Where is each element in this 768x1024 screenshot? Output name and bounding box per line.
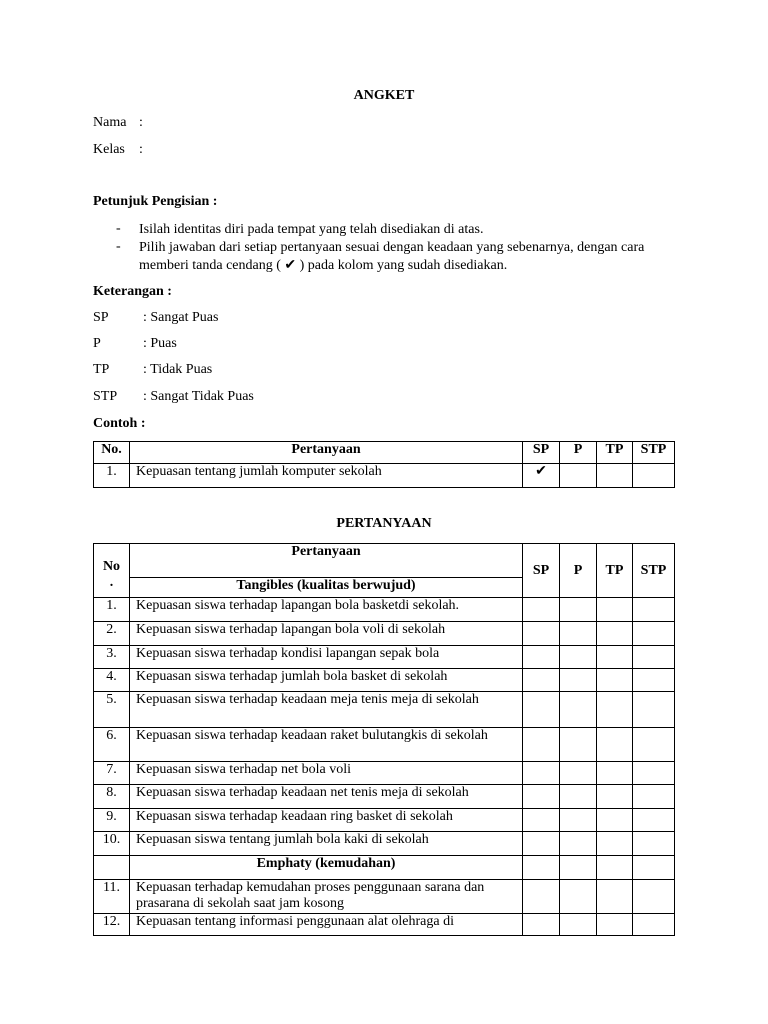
kelas-label: Kelas — [93, 142, 125, 157]
section-tangibles: Tangibles (kualitas berwujud) — [130, 578, 523, 598]
answer-p-cell[interactable] — [560, 728, 597, 762]
example-row — [94, 464, 675, 488]
example-heading: Contoh : — [93, 416, 146, 431]
answer-sp-cell[interactable] — [523, 598, 560, 622]
header-question: Pertanyaan — [130, 442, 523, 464]
header-sp: SP — [523, 544, 560, 598]
question-row — [94, 646, 675, 669]
document-title: ANGKET — [353, 88, 415, 103]
answer-tp-cell[interactable] — [597, 728, 633, 762]
question-text: Kepuasan siswa terhadap kondisi lapangan sepak bola — [130, 646, 523, 669]
answer-sp-cell[interactable] — [523, 692, 560, 728]
kelas-line — [93, 142, 143, 158]
answer-stp-cell[interactable] — [633, 880, 675, 914]
answer-tp-cell[interactable] — [597, 880, 633, 914]
question-no: 5. — [94, 692, 130, 728]
answer-tp-cell[interactable] — [597, 809, 633, 832]
answer-sp-cell[interactable] — [523, 809, 560, 832]
question-text: Kepuasan siswa terhadap lapangan bola voli di sekolah — [130, 622, 523, 646]
question-no: 4. — [94, 669, 130, 692]
answer-sp-cell[interactable] — [523, 646, 560, 669]
answer-p-cell[interactable] — [560, 809, 597, 832]
answer-p-cell[interactable] — [560, 622, 597, 646]
answer-p-cell[interactable] — [560, 762, 597, 785]
answer-stp-cell[interactable] — [633, 692, 675, 728]
question-no: 8. — [94, 785, 130, 809]
answer-tp-cell[interactable] — [597, 785, 633, 809]
header-stp: STP — [633, 544, 675, 598]
answer-p-cell[interactable] — [560, 598, 597, 622]
section-emphaty: Emphaty (kemudahan) — [130, 856, 523, 880]
section-empty-cell — [633, 856, 675, 880]
bullet-dash: - — [116, 221, 121, 236]
question-no: 11. — [94, 880, 130, 914]
question-row — [94, 832, 675, 856]
answer-p-cell[interactable] — [560, 669, 597, 692]
legend-desc: : Sangat Tidak Puas — [143, 389, 254, 404]
instruction-item: Pilih jawaban dari setiap pertanyaan sesuai dengan keadaan yang sebenarnya, dengan cara memberi tanda cendang ( ✔ ) pada kolom yang sudah disediakan. — [139, 240, 645, 273]
question-row — [94, 728, 675, 762]
legend-code: P — [93, 336, 101, 351]
question-no: 1. — [94, 598, 130, 622]
legend-desc: : Tidak Puas — [143, 362, 213, 377]
question-no: 9. — [94, 809, 130, 832]
legend-code: STP — [93, 389, 118, 404]
answer-sp-cell[interactable] — [523, 762, 560, 785]
answer-p-cell[interactable] — [560, 646, 597, 669]
answer-p-cell[interactable] — [560, 880, 597, 914]
question-row — [94, 914, 675, 936]
answer-stp-cell[interactable] — [633, 762, 675, 785]
answer-stp-cell[interactable] — [633, 809, 675, 832]
question-text: Kepuasan siswa terhadap keadaan raket bulutangkis di sekolah — [130, 728, 523, 762]
question-text: Kepuasan siswa terhadap lapangan bola basketdi sekolah. — [130, 598, 523, 622]
example-p-cell — [560, 464, 597, 488]
nama-line — [93, 115, 143, 131]
nama-colon: : — [139, 115, 143, 130]
answer-p-cell[interactable] — [560, 914, 597, 936]
header-question: Pertanyaan — [130, 544, 523, 578]
legend-heading: Keterangan : — [93, 284, 172, 299]
answer-p-cell[interactable] — [560, 785, 597, 809]
header-no-line2: . — [109, 574, 114, 590]
answer-sp-cell[interactable] — [523, 622, 560, 646]
question-no: 7. — [94, 762, 130, 785]
question-row — [94, 762, 675, 785]
header-p: P — [560, 544, 597, 598]
answer-sp-cell[interactable] — [523, 832, 560, 856]
question-text: Kepuasan siswa terhadap keadaan net tenis meja di sekolah — [130, 785, 523, 809]
question-no: 3. — [94, 646, 130, 669]
question-text: Kepuasan tentang informasi penggunaan alat olehraga di — [130, 914, 523, 936]
questions-heading: PERTANYAAN — [336, 516, 432, 531]
bullet-dash: - — [116, 239, 121, 254]
answer-tp-cell[interactable] — [597, 598, 633, 622]
section-empty-cell — [523, 856, 560, 880]
instruction-item: Isilah identitas diri pada tempat yang telah disediakan di atas. — [139, 222, 484, 237]
header-no — [94, 544, 130, 598]
answer-tp-cell[interactable] — [597, 669, 633, 692]
header-stp: STP — [633, 442, 675, 464]
header-tp: TP — [597, 442, 633, 464]
answer-p-cell[interactable] — [560, 692, 597, 728]
question-row — [94, 785, 675, 809]
header-no-line1: No — [102, 558, 121, 574]
answer-tp-cell[interactable] — [597, 692, 633, 728]
legend-code: SP — [93, 310, 109, 325]
legend-item — [93, 389, 254, 405]
header-no: No. — [94, 442, 130, 464]
question-row — [94, 669, 675, 692]
header-p: P — [560, 442, 597, 464]
question-text: Kepuasan siswa terhadap net bola voli — [130, 762, 523, 785]
questions-header-row — [94, 544, 675, 578]
answer-stp-cell[interactable] — [633, 914, 675, 936]
questions-table — [93, 543, 675, 936]
question-no: 10. — [94, 832, 130, 856]
kelas-colon: : — [139, 142, 143, 157]
question-no: 12. — [94, 914, 130, 936]
answer-stp-cell[interactable] — [633, 622, 675, 646]
example-table — [93, 441, 675, 488]
legend-item — [93, 310, 218, 326]
example-question: Kepuasan tentang jumlah komputer sekolah — [130, 464, 523, 488]
legend-item — [93, 336, 177, 352]
answer-stp-cell[interactable] — [633, 598, 675, 622]
example-tp-cell — [597, 464, 633, 488]
question-row — [94, 809, 675, 832]
legend-item — [93, 362, 212, 378]
header-tp: TP — [597, 544, 633, 598]
answer-tp-cell[interactable] — [597, 832, 633, 856]
answer-tp-cell[interactable] — [597, 622, 633, 646]
question-text: Kepuasan siswa terhadap keadaan meja tenis meja di sekolah — [130, 692, 523, 728]
example-header-row — [94, 442, 675, 464]
example-sp-cell: ✔ — [523, 464, 560, 488]
question-text: Kepuasan siswa terhadap keadaan ring basket di sekolah — [130, 809, 523, 832]
answer-stp-cell[interactable] — [633, 669, 675, 692]
question-text: Kepuasan terhadap kemudahan proses penggunaan sarana dan prasarana di sekolah saat jam kosong — [130, 880, 523, 914]
answer-stp-cell[interactable] — [633, 832, 675, 856]
section-empty-no — [94, 856, 130, 880]
section-row-emphaty — [94, 856, 675, 880]
question-text: Kepuasan siswa terhadap jumlah bola basket di sekolah — [130, 669, 523, 692]
answer-stp-cell[interactable] — [633, 646, 675, 669]
question-no: 2. — [94, 622, 130, 646]
answer-stp-cell[interactable] — [633, 728, 675, 762]
instructions-heading: Petunjuk Pengisian : — [93, 194, 218, 209]
answer-sp-cell[interactable] — [523, 880, 560, 914]
question-row — [94, 880, 675, 914]
example-stp-cell — [633, 464, 675, 488]
example-no: 1. — [94, 464, 130, 488]
question-row — [94, 622, 675, 646]
answer-sp-cell[interactable] — [523, 914, 560, 936]
question-text: Kepuasan siswa tentang jumlah bola kaki di sekolah — [130, 832, 523, 856]
header-sp: SP — [523, 442, 560, 464]
section-empty-cell — [597, 856, 633, 880]
answer-sp-cell[interactable] — [523, 785, 560, 809]
legend-code: TP — [93, 362, 110, 377]
answer-p-cell[interactable] — [560, 832, 597, 856]
question-row — [94, 692, 675, 728]
answer-tp-cell[interactable] — [597, 914, 633, 936]
answer-sp-cell[interactable] — [523, 728, 560, 762]
legend-desc: : Sangat Puas — [143, 310, 219, 325]
answer-stp-cell[interactable] — [633, 785, 675, 809]
legend-desc: : Puas — [143, 336, 177, 351]
section-empty-cell — [560, 856, 597, 880]
answer-tp-cell[interactable] — [597, 762, 633, 785]
question-row — [94, 598, 675, 622]
answer-tp-cell[interactable] — [597, 646, 633, 669]
nama-label: Nama — [93, 115, 127, 130]
answer-sp-cell[interactable] — [523, 669, 560, 692]
question-no: 6. — [94, 728, 130, 762]
